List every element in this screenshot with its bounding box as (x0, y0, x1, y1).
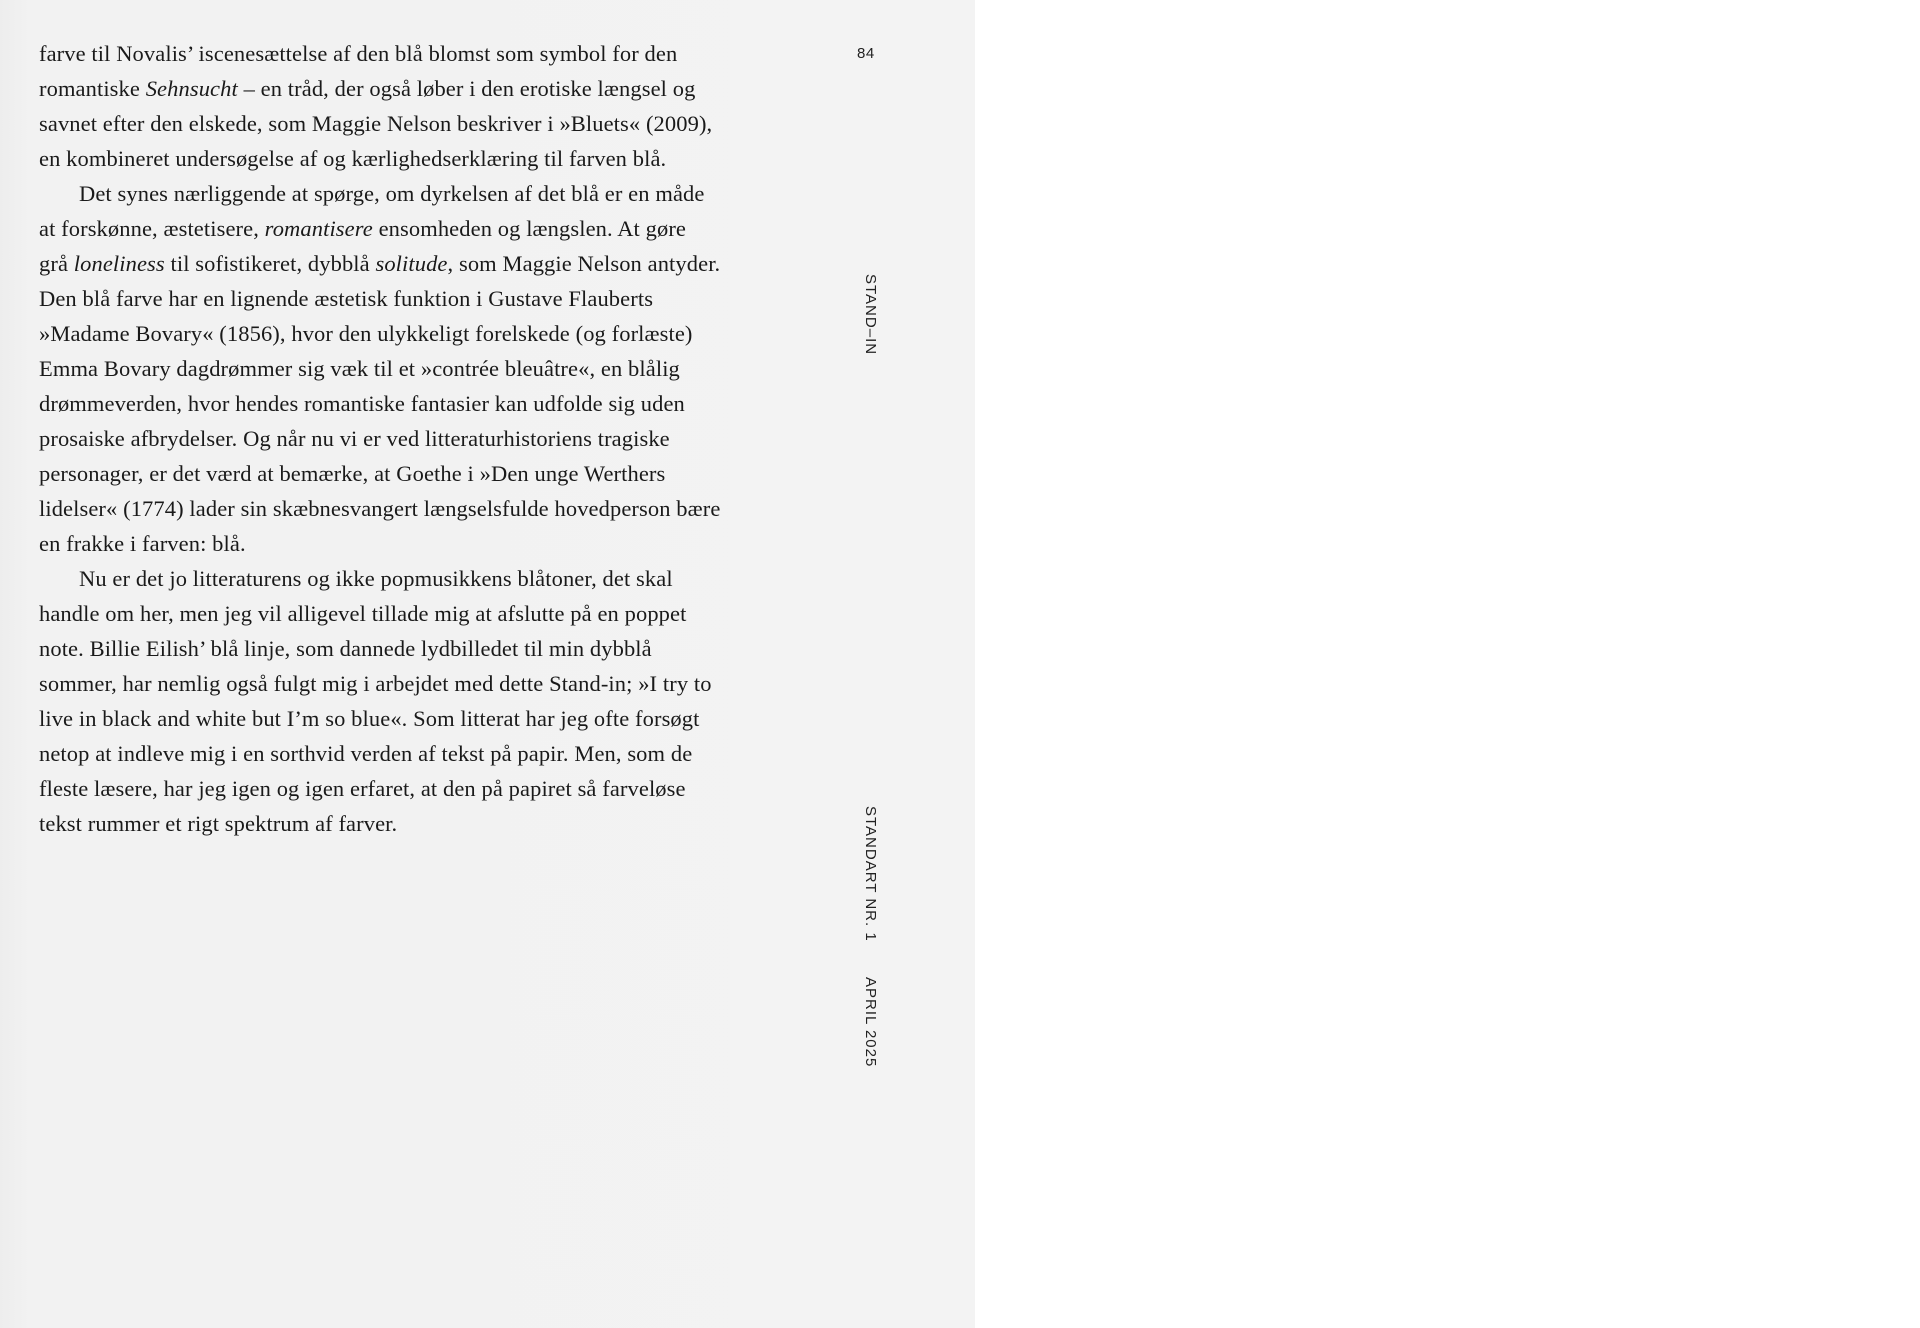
page-number: 84 (857, 45, 875, 62)
text-line: en kombineret undersøgelse af og kærlighedserklæring til farven blå. (39, 146, 667, 171)
text-line: note. Billie Eilish’ blå linje, som dannede lydbilledet til min dybblå (39, 636, 652, 661)
text-line: netop at indleve mig i en sorthvid verden af tekst på papir. Men, som de (39, 741, 693, 766)
text-line: »Madame Bovary« (1856), hvor den ulykkeligt forelskede (og forlæste) (39, 321, 693, 346)
text-line: fleste læsere, har jeg igen og igen erfaret, at den på papiret så farveløse (39, 776, 686, 801)
text-line: sommer, har nemlig også fulgt mig i arbejdet med dette Stand-in; »I try to (39, 671, 712, 696)
paragraph-1 (39, 36, 814, 176)
text-line: en frakke i farven: blå. (39, 531, 246, 556)
text-line: Nu er det jo litteraturens og ikke popmusikkens blåtoner, det skal (79, 566, 673, 591)
text-line: Den blå farve har en lignende æstetisk funktion i Gustave Flauberts (39, 286, 654, 311)
body-text (39, 36, 814, 841)
text-line: drømmeverden, hvor hendes romantiske fantasier kan udfolde sig uden (39, 391, 685, 416)
text-line: live in black and white but I’m so blue«. Som litterat har jeg ofte forsøgt (39, 706, 700, 731)
running-head-date: APRIL 2025 (862, 977, 879, 1068)
text-line: personager, er det værd at bemærke, at Goethe i »Den unge Werthers (39, 461, 666, 486)
text-line: prosaiske afbrydelser. Og når nu vi er ved litteraturhistoriens tragiske (39, 426, 670, 451)
italic-term: romantisere (264, 216, 373, 241)
text-line: Emma Bovary dagdrømmer sig væk til et »contrée bleuâtre«, en blålig (39, 356, 680, 381)
text-line: savnet efter den elskede, som Maggie Nelson beskriver i »Bluets« (2009), (39, 111, 713, 136)
paragraph-2 (39, 176, 814, 561)
italic-term: solitude (375, 251, 448, 276)
italic-term: Sehnsucht (145, 76, 238, 101)
text-line: farve til Novalis’ iscenesættelse af den blå blomst som symbol for den (39, 41, 678, 66)
italic-term: loneliness (73, 251, 165, 276)
running-head-issue: STANDART NR. 1 (862, 806, 879, 942)
text-line: tekst rummer et rigt spektrum af farver. (39, 811, 398, 836)
running-head-section: STAND–IN (862, 274, 879, 356)
text-line: Det synes nærliggende at spørge, om dyrkelsen af det blå er en måde (79, 181, 705, 206)
text-line: at forskønne, æstetisere, romantisere ensomheden og længslen. At gøre (39, 216, 687, 241)
text-line: romantiske Sehnsucht – en tråd, der også løber i den erotiske længsel og (39, 76, 696, 101)
text-line: lidelser« (1774) lader sin skæbnesvangert længselsfulde hovedperson bære (39, 496, 721, 521)
paragraph-3 (39, 561, 814, 841)
text-line: grå loneliness til sofistikeret, dybblå solitude, som Maggie Nelson antyder. (39, 251, 721, 276)
text-line: handle om her, men jeg vil alligevel tillade mig at afslutte på en poppet (39, 601, 687, 626)
